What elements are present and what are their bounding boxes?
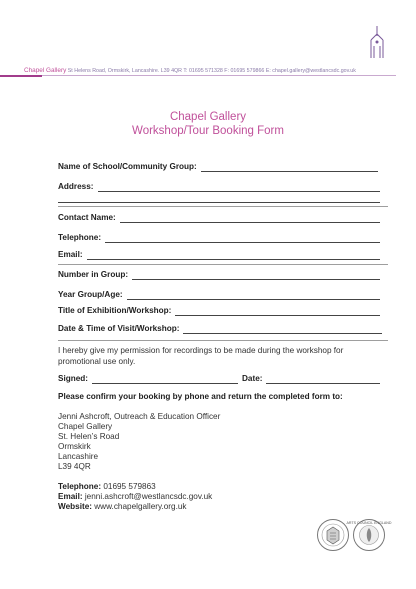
telephone-field [58, 233, 380, 243]
form-title: Workshop/Tour Booking Form [132, 125, 284, 137]
contact-telephone-value: 01695 579863 [103, 482, 156, 491]
date-label: Date: [242, 374, 263, 383]
signed-input-line[interactable] [92, 375, 238, 384]
contact-website-label: Website: [58, 502, 92, 511]
school-input-line[interactable] [201, 163, 378, 172]
section-divider [58, 264, 388, 265]
confirm-instruction: Please confirm your booking by phone and return the completed form to: [58, 392, 343, 401]
permission-statement: I hereby give my permission for recordings to be made during the workshop for promotional use only. [58, 346, 344, 366]
chapel-gallery-logo-icon [362, 24, 392, 64]
return-address-line: St. Helen’s Road [58, 432, 120, 441]
school-field [58, 162, 378, 172]
exhibition-input-line[interactable] [175, 307, 380, 316]
visit-datetime-input-line[interactable] [183, 325, 382, 334]
contact-name-label: Contact Name: [58, 213, 116, 222]
email-label: Email: [58, 250, 83, 259]
address-label: Address: [58, 182, 94, 191]
email-field [58, 250, 380, 260]
exhibition-label: Title of Exhibition/Workshop: [58, 306, 172, 315]
address-input-line-2[interactable] [58, 202, 380, 203]
date-input-line[interactable] [266, 375, 380, 384]
contact-telephone-label: Telephone: [58, 482, 102, 491]
contact-email [58, 492, 212, 502]
exhibition-field [58, 306, 380, 316]
school-label: Name of School/Community Group: [58, 162, 197, 171]
form-title-gallery: Chapel Gallery [169, 111, 247, 123]
number-in-group-label: Number in Group: [58, 270, 129, 279]
telephone-input-line[interactable] [105, 234, 380, 243]
signed-field [58, 374, 238, 384]
section-divider [58, 206, 388, 207]
number-in-group-input-line[interactable] [132, 271, 380, 280]
return-address-line: Ormskirk [58, 442, 91, 451]
year-group-input-line[interactable] [127, 291, 380, 300]
letterhead-contact-line [24, 68, 394, 74]
contact-website-link[interactable]: www.chapelgallery.org.uk [94, 502, 187, 511]
return-address-line: Jenni Ashcroft, Outreach & Education Officer [58, 412, 221, 421]
letterhead-accent [0, 75, 42, 77]
contact-name-input-line[interactable] [120, 214, 380, 223]
letterhead-address: St Helens Road, Ormskirk, Lancashire. L39 4QR T: 01695 571328 F: 01695 579866 E: chapel.gallery@westlancsdc.gov.uk [67, 68, 356, 74]
letterhead-rule [24, 75, 396, 76]
visit-datetime-label: Date & Time of Visit/Workshop: [58, 324, 180, 333]
return-address-line: Chapel Gallery [58, 422, 113, 431]
return-address-line: Lancashire [58, 452, 99, 461]
telephone-label: Telephone: [58, 233, 102, 242]
arts-council-seal-text: ARTS COUNCIL ENGLAND [346, 521, 392, 526]
address-input-line[interactable] [98, 183, 381, 192]
letterhead [0, 0, 416, 78]
address-field [58, 182, 380, 192]
contact-email-label: Email: [58, 492, 83, 501]
contact-website [58, 502, 187, 512]
return-address-line: L39 4QR [58, 462, 91, 471]
section-divider [58, 340, 388, 341]
contact-telephone [58, 482, 156, 492]
arts-council-seal-icon [346, 518, 392, 552]
number-in-group-field [58, 270, 380, 280]
letterhead-brand: Chapel Gallery [24, 67, 67, 74]
signed-label: Signed: [58, 374, 89, 383]
date-field [242, 374, 380, 384]
contact-email-link[interactable]: jenni.ashcroft@westlancsdc.gov.uk [84, 492, 213, 501]
year-group-label: Year Group/Age: [58, 290, 123, 299]
visit-datetime-field [58, 324, 382, 334]
west-lancashire-seal-icon [316, 518, 350, 552]
year-group-field [58, 290, 380, 300]
contact-name-field [58, 213, 380, 223]
email-input-line[interactable] [87, 251, 380, 260]
